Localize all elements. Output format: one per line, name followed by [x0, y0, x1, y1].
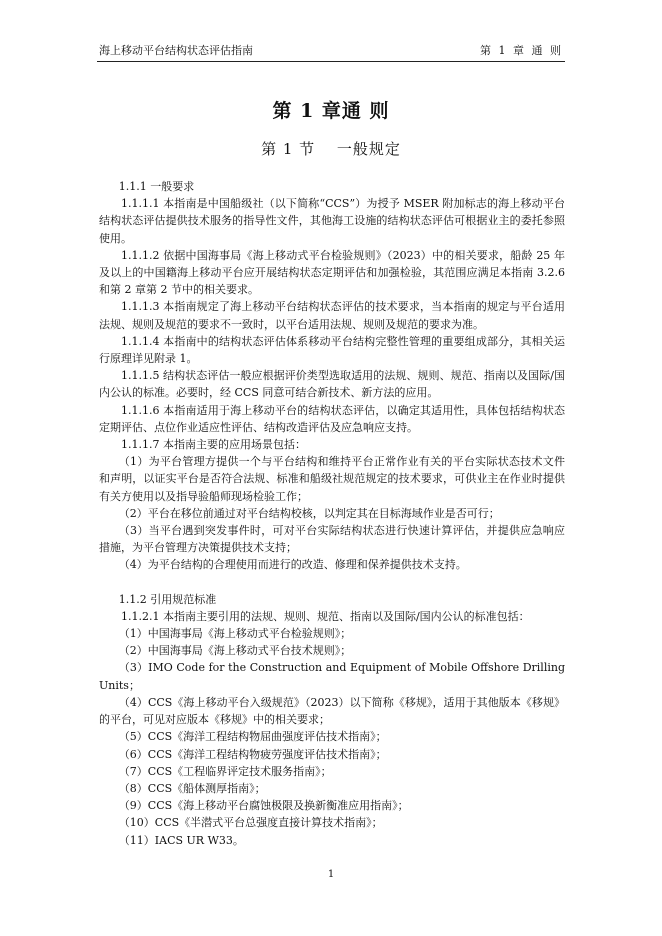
running-header-chapter: 第 1 章 通 则 — [480, 44, 563, 57]
reference-item: （5）CCS《海洋工程结构物屈曲强度评估技术指南》； — [118, 730, 387, 744]
scenario-item: （4）为平台结构的合理使用而进行的改造、修理和保养提供技术支持。 — [118, 558, 467, 572]
reference-item: （9）CCS《海上移动平台腐蚀极限及换新衡准应用指南》； — [118, 799, 409, 813]
reference-item: （11）IACS UR W33。 — [118, 833, 244, 847]
reference-item: （7）CCS《工程临界评定技术服务指南》； — [118, 764, 332, 778]
paragraph: 1.1.1.6 本指南适用于海上移动平台的结构状态评估，以确定其适用性，具体包括结构状态定期评估、点位作业适应性评估、结构改造评估及应急响应支持。 — [99, 403, 565, 434]
reference-item: （4）CCS《海上移动平台入级规范》（2023）以下简称《移规》，适用于其他版本《移规》的平台，可见对应版本《移规》中的相关要求； — [99, 695, 565, 727]
page-number: 1 — [327, 869, 335, 880]
subsection-heading: 1.1.2 引用规范标准 — [118, 592, 217, 606]
paragraph: 1.1.1.7 本指南主要的应用场景包括： — [121, 438, 306, 452]
running-header — [97, 43, 565, 62]
chapter-title: 第 1 章通 则 — [272, 100, 390, 122]
subsection-heading: 1.1.1 一般要求 — [118, 180, 195, 193]
paragraph: 1.1.1.4 本指南中的结构状态评估体系移动平台结构完整性管理的重要组成部分，其相关运行原理详见附录 1。 — [99, 334, 565, 366]
document-body — [99, 178, 565, 849]
running-header-title: 海上移动平台结构状态评估指南 — [99, 44, 253, 57]
paragraph: 1.1.1.5 结构状态评估一般应根据评价类型选取适用的法规、规则、规范、指南以及国际/国内公认的标准。必要时，经 CCS 同意可结合新技术、新方法的应用。 — [99, 369, 565, 400]
paragraph: 1.1.1.2 依据中国海事局《海上移动式平台检验规则》（2023）中的相关要求，船龄 25 年及以上的中国籍海上移动平台应开展结构状态定期评估和加强检验，其范围应满足本指南 3.2.6 和第 2 章第 2 节中的相关要求。 — [99, 248, 565, 297]
reference-item: （8）CCS《船体测厚指南》； — [118, 781, 266, 795]
scenario-item: （1）为平台管理方提供一个与平台结构和维持平台正常作业有关的平台实际状态技术文件和声明，以证实平台是否符合法规、标准和船级社规范规定的技术要求，可供业主在作业时提供有关方使用以及指导验船师现场检验工作； — [99, 455, 565, 503]
paragraph: 1.1.1.1 本指南是中国船级社（以下简称“CCS”）为授予 MSER 附加标志的海上移动平台结构状态评估提供技术服务的指导性文件，其他海工设施的结构状态评估可根据业主的委托参照使用。 — [99, 197, 565, 245]
reference-item: （3）IMO Code for the Construction and Equipment of Mobile Offshore Drilling Units； — [99, 661, 565, 692]
reference-item: （6）CCS《海洋工程结构物疲劳强度评估技术指南》； — [118, 747, 387, 761]
scenario-item: （3）当平台遇到突发事件时，可对平台实际结构状态进行快速计算评估，并提供应急响应措施，为平台管理方决策提供技术支持； — [99, 524, 565, 555]
reference-item: （2）中国海事局《海上移动式平台技术规则》； — [118, 644, 352, 658]
section-title: 第 1 节 一般规定 — [261, 140, 401, 158]
reference-item: （1）中国海事局《海上移动式平台检验规则》； — [118, 627, 352, 641]
scenario-item: （2）平台在移位前通过对平台结构校核，以判定其在目标海域作业是否可行； — [118, 506, 500, 520]
paragraph: 1.1.1.3 本指南规定了海上移动平台结构状态评估的技术要求，当本指南的规定与平台适用法规、规则及规范的要求不一致时，以平台适用法规、规则及规范的要求为准。 — [99, 300, 565, 331]
spacer — [99, 574, 565, 591]
reference-item: （10）CCS《半潜式平台总强度直接计算技术指南》； — [118, 816, 383, 830]
paragraph: 1.1.2.1 本指南主要引用的法规、规则、规范、指南以及国际/国内公认的标准包括： — [121, 609, 530, 623]
